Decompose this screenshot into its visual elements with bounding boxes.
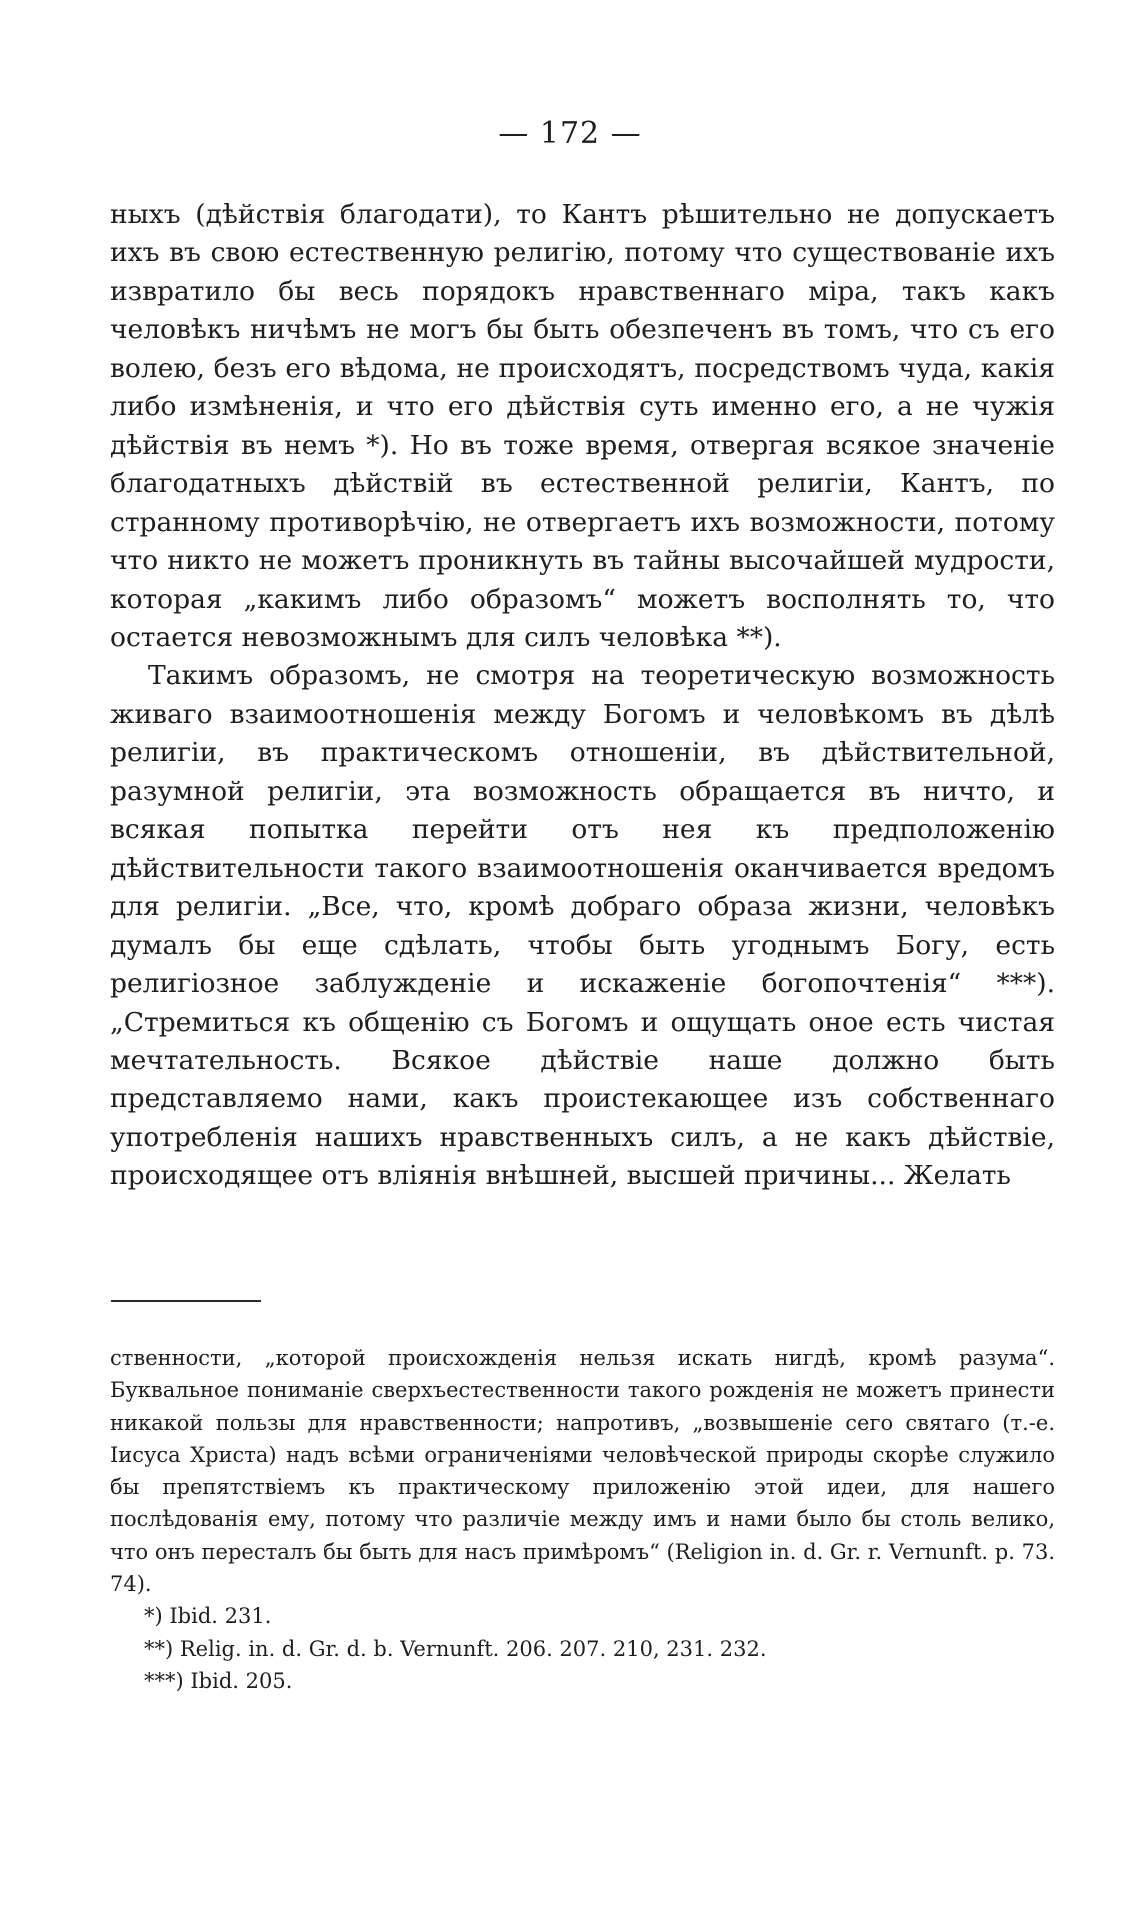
- footnote-continuation: ственности, „которой происхожденія нельзя искать нигдѣ, кромѣ разума“. Буквальное пониманіе сверхъестественности такого рожденія не можетъ принести никакой пользы для нравственности; напротивъ, „возвышеніе сего святаго (т.-е. Іисуса Христа) надъ всѣми ограниченіями человѣческой природы скорѣе служило бы препятствіемъ къ практическому приложенію этой идеи, для нашего послѣдованія ему, потому что различіе между имъ и нами было бы столь велико, что онъ пересталъ бы быть для насъ примѣромъ“ (Religion in. d. Gr. r. Vernunft. p. 73. 74).: [110, 1346, 1055, 1597]
- footnote-divider: [111, 1300, 261, 1302]
- footnote-1: *) Ibid. 231.: [144, 1604, 272, 1629]
- paragraph-2: Такимъ образомъ, не смотря на теоретическую возможность живаго взаимоотношенія между Богомъ и человѣкомъ въ дѣлѣ религіи, въ практическомъ отношеніи, въ дѣйствительной, разумной религіи, эта возможность обращается въ ничто, и всякая попытка перейти отъ нея къ предположенію дѣйствительности такого взаимоотношенія оканчивается вредомъ для религіи. „Все, что, кромѣ добраго образа жизни, человѣкъ думалъ бы еще сдѣлать, чтобы быть угоднымъ Богу, есть религіозное заблужденіе и искаженіе богопочтенія“ ***). „Стремиться къ общенію съ Богомъ и ощущать оное есть чистая мечтательность. Всякое дѣйствіе наше должно быть представляемо нами, какъ проистекающее изъ собственнаго употребленія нашихъ нравственныхъ силъ, а не какъ дѣйствіе, происходящее отъ вліянія внѣшней, высшей причины... Желать: [110, 660, 1055, 1192]
- main-text: [110, 196, 1055, 1196]
- footnotes: [110, 1342, 1055, 1697]
- paragraph-1: ныхъ (дѣйствія благодати), то Кантъ рѣшительно не допускаетъ ихъ въ свою естественную религію, потому что существованіе ихъ извратило бы весь порядокъ нравственнаго міра, такъ какъ человѣкъ ничѣмъ не могъ бы быть обезпеченъ въ томъ, что съ его волею, безъ его вѣдома, не происходятъ, посредствомъ чуда, какія либо измѣненія, и что его дѣйствія суть именно его, а не чужія дѣйствія въ немъ *). Но въ тоже время, отвергая всякое значеніе благодатныхъ дѣйствій въ естественной религіи, Кантъ, по странному противорѣчію, не отвергаетъ ихъ возможности, потому что никто не можетъ проникнуть въ тайны высочайшей мудрости, которая „какимъ либо образомъ“ можетъ восполнять то, что остается невозможнымъ для силъ человѣка **).: [110, 199, 1055, 653]
- footnote-3: ***) Ibid. 205.: [144, 1668, 293, 1693]
- page-number: — 172 —: [498, 116, 642, 151]
- footnote-2: **) Relig. in. d. Gr. d. b. Vernunft. 206. 207. 210, 231. 232.: [144, 1636, 767, 1661]
